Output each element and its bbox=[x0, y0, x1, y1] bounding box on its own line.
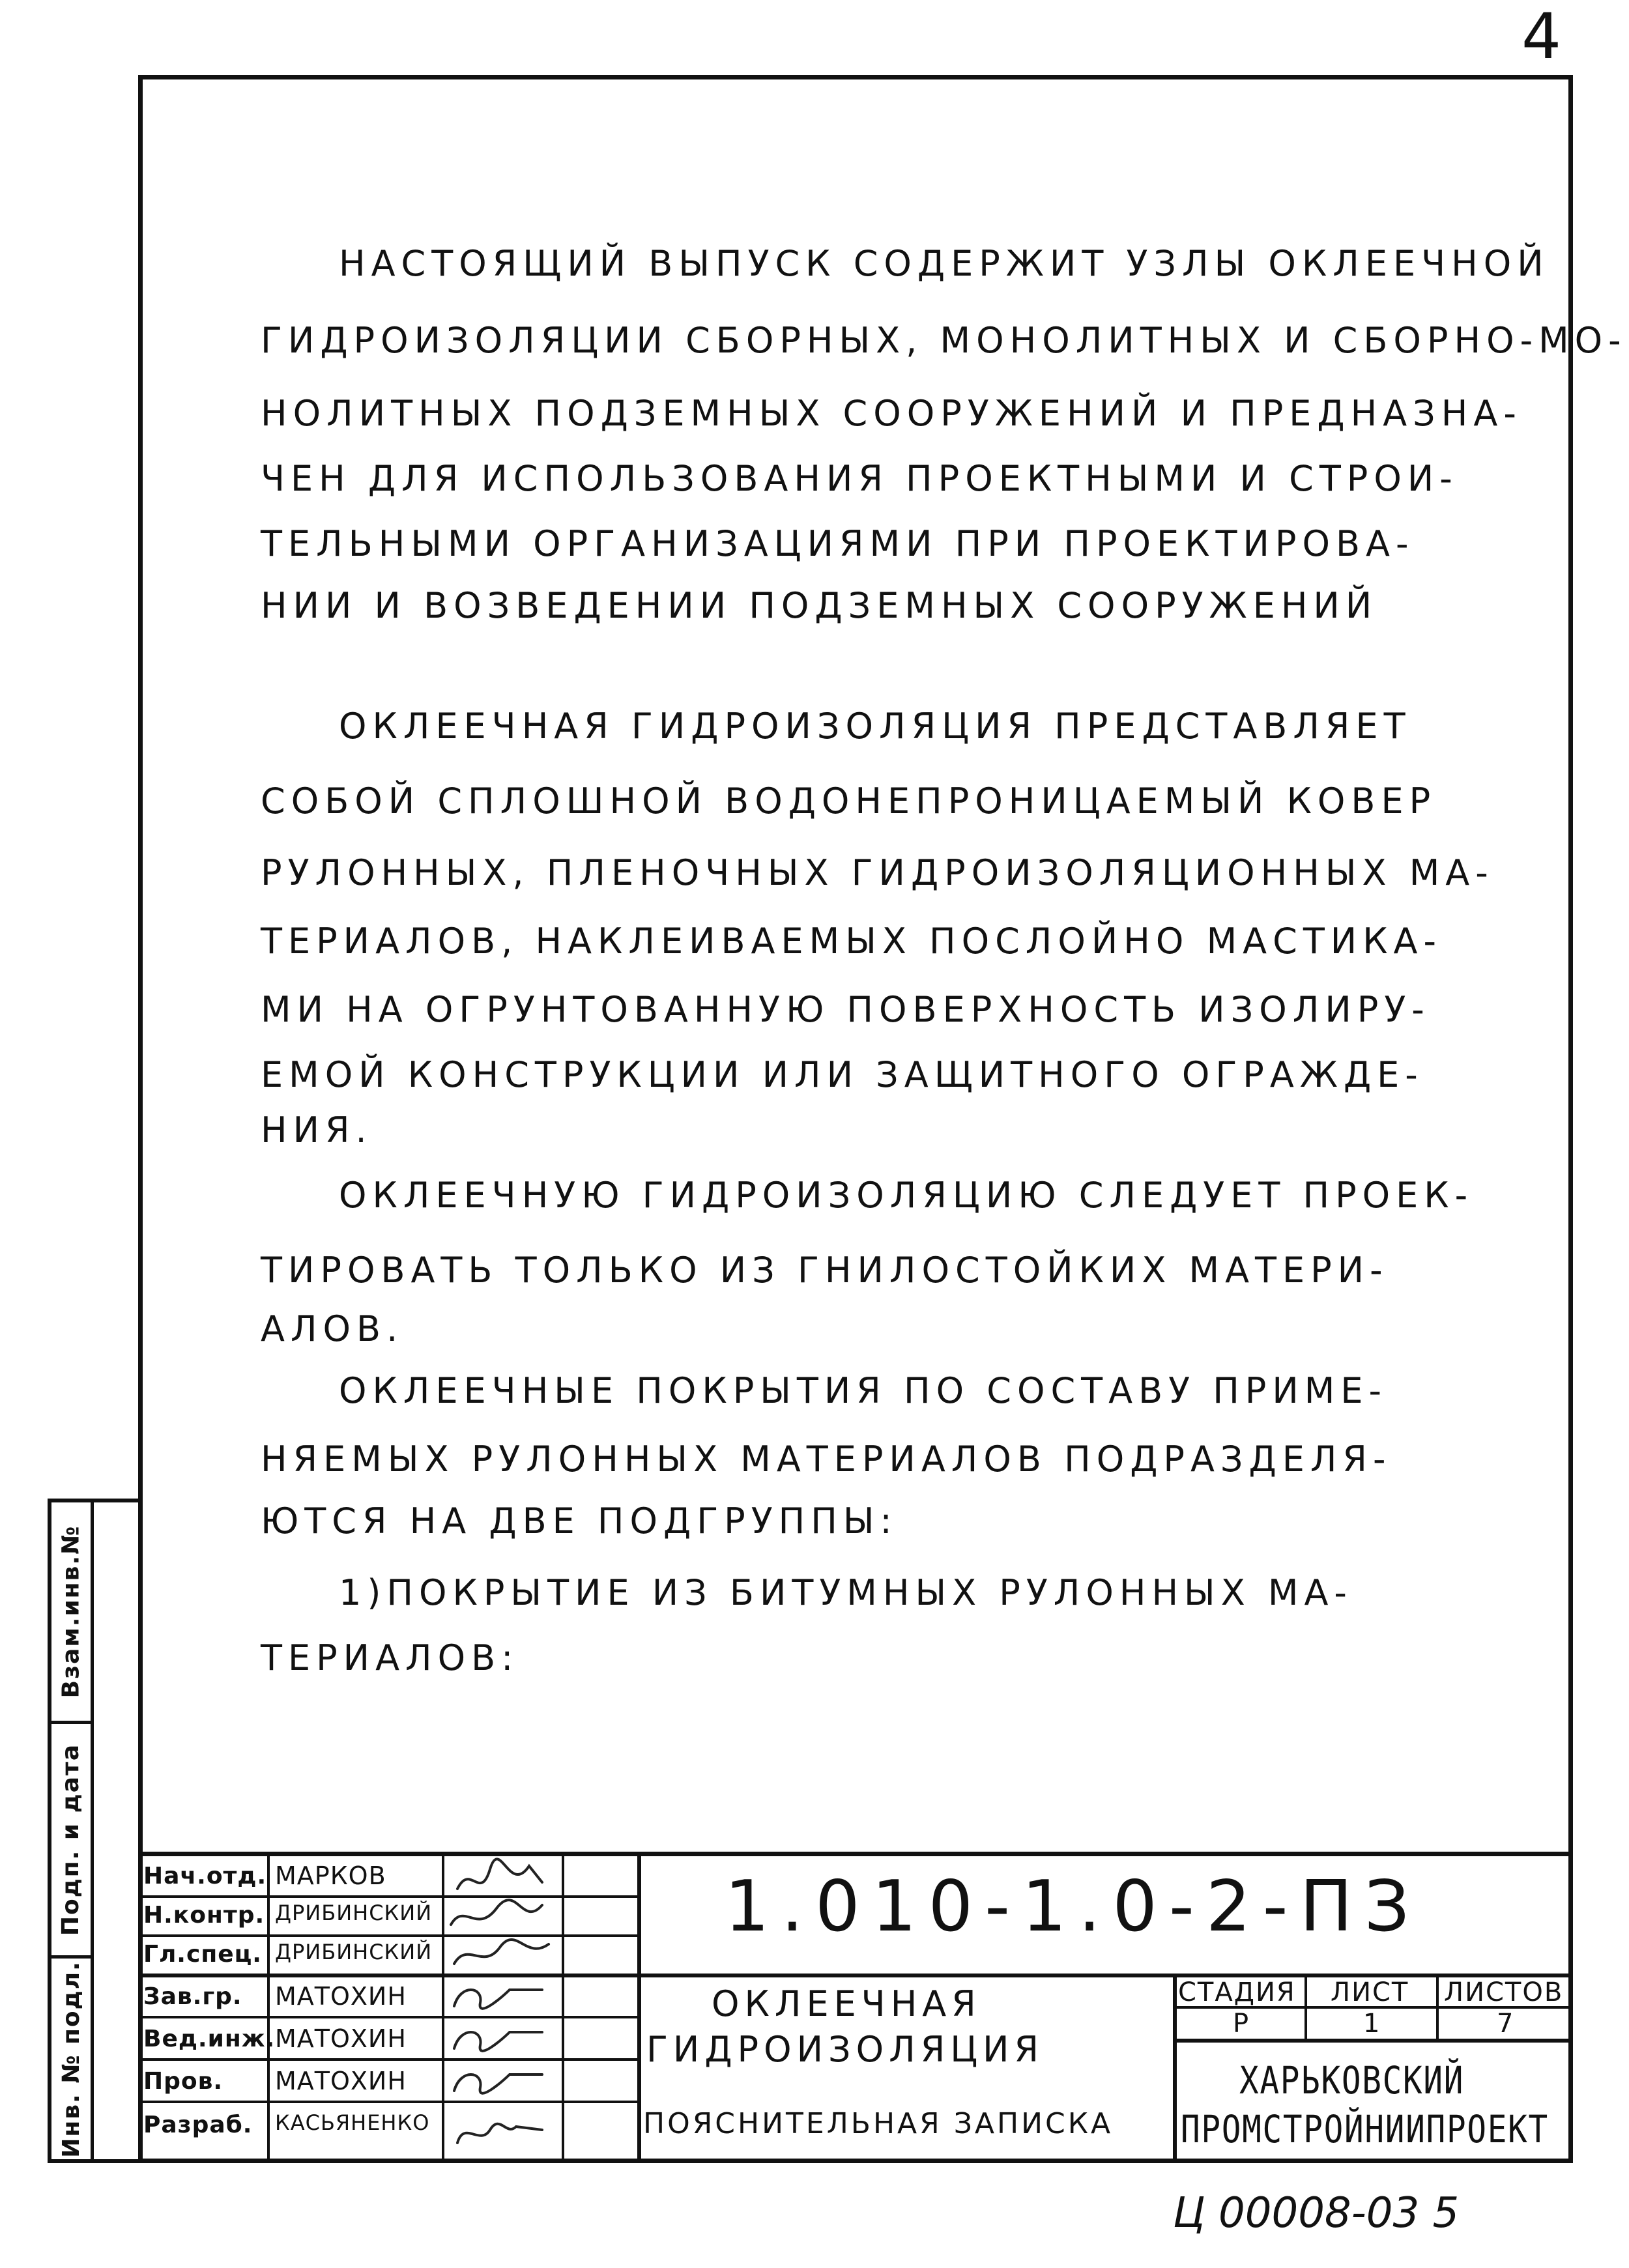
organization-line: ПРОМСТРОЙНИИПРОЕКТ bbox=[1181, 2107, 1549, 2151]
person-name: МАТОХИН bbox=[275, 1982, 407, 2011]
role-label: Вед.инж. bbox=[143, 2026, 276, 2052]
strip-label: Взам.инв.№ bbox=[57, 1525, 85, 1699]
text-line: ТЕРИАЛОВ, НАКЛЕИВАЕМЫХ ПОСЛОЙНО МАСТИКА- bbox=[261, 921, 1442, 962]
text-line: МИ НА ОГРУНТОВАННУЮ ПОВЕРХНОСТЬ ИЗОЛИРУ- bbox=[261, 989, 1430, 1030]
stage-header: СТАДИЯ bbox=[1178, 1977, 1296, 2007]
role-label: Гл.спец. bbox=[143, 1941, 262, 1968]
person-name: ДРИБИНСКИЙ bbox=[275, 1901, 433, 1925]
role-label: Зав.гр. bbox=[143, 1983, 242, 2010]
text-line: НИИ И ВОЗВЕДЕНИИ ПОДЗЕМНЫХ СООРУЖЕНИЙ bbox=[261, 585, 1378, 626]
text-line: ЕМОЙ КОНСТРУКЦИИ ИЛИ ЗАЩИТНОГО ОГРАЖДЕ- bbox=[261, 1054, 1424, 1095]
text-line: ГИДРОИЗОЛЯЦИИ СБОРНЫХ, МОНОЛИТНЫХ И СБОРНО-МО- bbox=[261, 320, 1627, 361]
sheets-header: ЛИСТОВ bbox=[1444, 1977, 1564, 2007]
document-subtitle: ПОЯСНИТЕЛЬНАЯ ЗАПИСКА bbox=[643, 2107, 1114, 2140]
text-line: 1)ПОКРЫТИЕ ИЗ БИТУМНЫХ РУЛОННЫХ МА- bbox=[339, 1572, 1353, 1613]
person-name: ДРИБИНСКИЙ bbox=[275, 1940, 433, 1964]
text-line: ЮТСЯ НА ДВЕ ПОДГРУППЫ: bbox=[261, 1500, 898, 1542]
text-line: НЯЕМЫХ РУЛОННЫХ МАТЕРИАЛОВ ПОДРАЗДЕЛЯ- bbox=[261, 1439, 1392, 1480]
strip-cell-signature-date bbox=[51, 1724, 91, 1959]
role-label: Н.контр. bbox=[143, 1902, 265, 1929]
sheet-value: 1 bbox=[1363, 2009, 1381, 2039]
text-line: РУЛОННЫХ, ПЛЕНОЧНЫХ ГИДРОИЗОЛЯЦИОННЫХ МА- bbox=[261, 852, 1494, 893]
sheet-header: ЛИСТ bbox=[1331, 1977, 1409, 2007]
text-line: ОКЛЕЕЧНУЮ ГИДРОИЗОЛЯЦИЮ СЛЕДУЕТ ПРОЕК- bbox=[339, 1175, 1474, 1216]
archive-number: Ц 00008-03 5 bbox=[1173, 2189, 1460, 2237]
text-line: СОБОЙ СПЛОШНОЙ ВОДОНЕПРОНИЦАЕМЫЙ КОВЕР bbox=[261, 781, 1437, 822]
text-line: НИЯ. bbox=[261, 1110, 373, 1151]
page-number: 4 bbox=[1521, 0, 1562, 73]
document-designation: 1.010-1.0-2-ПЗ bbox=[725, 1866, 1422, 1947]
text-line: ТЕЛЬНЫМИ ОРГАНИЗАЦИЯМИ ПРИ ПРОЕКТИРОВА- bbox=[261, 523, 1415, 564]
person-name: КАСЬЯНЕНКО bbox=[275, 2110, 430, 2135]
binding-strip bbox=[48, 1499, 138, 2163]
title-block bbox=[138, 1852, 1573, 2163]
person-name: МАРКОВ bbox=[275, 1861, 386, 1890]
strip-cell-inventory bbox=[51, 1959, 91, 2159]
organization-line: ХАРЬКОВСКИЙ bbox=[1239, 2058, 1465, 2103]
strip-cell-replacement bbox=[51, 1502, 91, 1724]
text-line: ОКЛЕЕЧНАЯ ГИДРОИЗОЛЯЦИЯ ПРЕДСТАВЛЯЕТ bbox=[339, 706, 1411, 747]
text-line: НОЛИТНЫХ ПОДЗЕМНЫХ СООРУЖЕНИЙ И ПРЕДНАЗНА- bbox=[261, 393, 1522, 434]
sheets-value: 7 bbox=[1497, 2009, 1515, 2039]
role-label: Разраб. bbox=[143, 2112, 253, 2138]
role-label: Пров. bbox=[143, 2068, 223, 2095]
text-line: ТИРОВАТЬ ТОЛЬКО ИЗ ГНИЛОСТОЙКИХ МАТЕРИ- bbox=[261, 1250, 1389, 1291]
strip-label: Подп. и дата bbox=[57, 1743, 85, 1936]
role-label: Нач.отд. bbox=[143, 1863, 267, 1889]
strip-label: Инв. № подл. bbox=[57, 1960, 85, 2158]
text-line: АЛОВ. bbox=[261, 1308, 404, 1349]
person-name: МАТОХИН bbox=[275, 2024, 407, 2053]
stage-value: Р bbox=[1233, 2009, 1250, 2039]
text-line: ТЕРИАЛОВ: bbox=[261, 1637, 519, 1678]
text-line: ЧЕН ДЛЯ ИСПОЛЬЗОВАНИЯ ПРОЕКТНЫМИ И СТРОИ- bbox=[261, 458, 1458, 499]
document-title-line: ГИДРОИЗОЛЯЦИЯ bbox=[646, 2029, 1045, 2070]
document-title-line: ОКЛЕЕЧНАЯ bbox=[712, 1983, 981, 2024]
text-line: ОКЛЕЕЧНЫЕ ПОКРЫТИЯ ПО СОСТАВУ ПРИМЕ- bbox=[339, 1370, 1387, 1411]
person-name: МАТОХИН bbox=[275, 2067, 407, 2095]
text-line: НАСТОЯЩИЙ ВЫПУСК СОДЕРЖИТ УЗЛЫ ОКЛЕЕЧНОЙ bbox=[339, 243, 1550, 284]
signatures-image bbox=[444, 1856, 562, 2162]
